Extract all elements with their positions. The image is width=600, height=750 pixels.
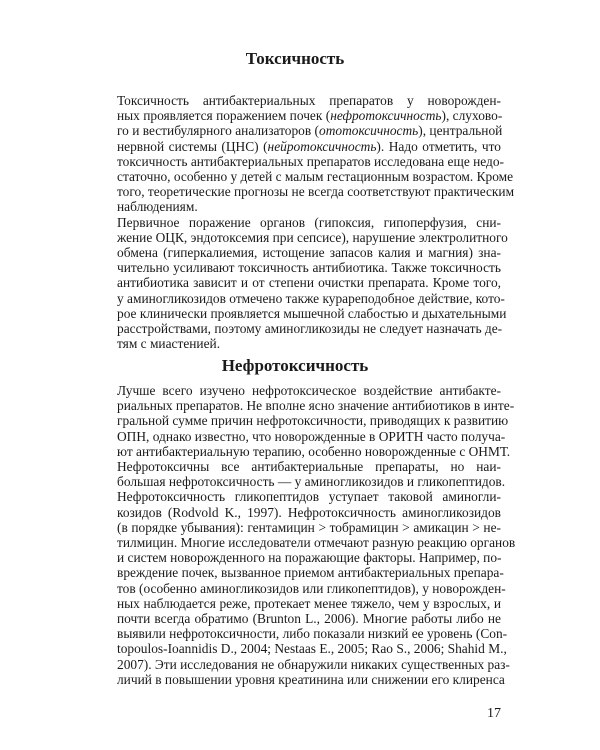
paragraph (89, 459, 506, 490)
text-line: (в порядке убывания): гентамицин > тобрамицин > амикацин > не- (117, 519, 501, 535)
text-line: чительно усиливают токсичность антибиотика. Также токсичность (117, 260, 501, 276)
text-line: ОПН, однако известно, что новорожденные в ОРИТН часто получа- (117, 428, 506, 444)
paragraph (89, 383, 515, 459)
text-line: вреждение почек, вызванное приемом антибактериальных препара- (117, 565, 504, 581)
page-number: 17 (487, 706, 501, 721)
text-line: тов (особенно аминогликозидов или гликопептидов), у новорожден- (117, 580, 506, 596)
text-line: и систем новорожденного на поражающие факторы. Например, по- (117, 550, 502, 566)
text-line: токсичность антибактериальных препаратов исследована еще недо- (117, 153, 505, 169)
text-line: нервной системы (ЦНС) (нейротоксичность). Надо отметить, что (117, 138, 501, 154)
text-line: ют антибактериальную терапию, особенно новорожденные с ОНМТ. (117, 443, 511, 459)
text-line: личий в повышении уровня креатинина или снижении его клиренса (117, 671, 505, 687)
section-body-nephrotoxicity (89, 383, 516, 687)
text-line: Токсичность антибактериальных препаратов у новорожден- (117, 93, 501, 108)
text-line: антибиотика зависит и от степени очистки препарата. Кроме того, (117, 275, 501, 291)
text-line: Нефротоксичны все антибактериальные препараты, но наи- (117, 459, 501, 475)
text-line: того, теоретические прогнозы не всегда соответствуют практическим (117, 184, 515, 200)
text-line: большая нефротоксичность — у аминогликозидов и гликопептидов. (117, 474, 506, 490)
text-line: статочно, особенно у детей с малым гестационным возрастом. Кроме (117, 169, 514, 185)
text-line: жение ОЦК, эндотоксемия при сепсисе), нарушение электролитного (117, 229, 508, 245)
text-line: ных наблюдается реже, протекает менее тяжело, чем у взрослых, и (117, 595, 501, 611)
section-body-toxicity (89, 93, 515, 352)
text-line: гральной сумме причин нефротоксичности, приводящих к развитию (117, 413, 509, 429)
text-line: козидов (Rodvold K., 1997). Нефротоксичность аминогликозидов (117, 504, 501, 520)
section-heading-nephrotoxicity: Нефротоксичность (221, 356, 369, 375)
text-line: тилмицин. Многие исследователи отмечают разную реакцию органов (117, 535, 516, 551)
text-line: го и вестибулярного анализаторов (ототоксичность), центральной (117, 123, 503, 139)
text-line: ных проявляется поражением почек (нефротоксичность), слухово- (117, 108, 503, 124)
paragraph (89, 489, 516, 687)
text-line: наблюдениям. (117, 199, 198, 215)
text-line: Нефротоксичность гликопептидов уступает таковой аминогли- (117, 489, 501, 505)
text-line: обмена (гиперкалиемия, истощение запасов калия и магния) зна- (117, 245, 501, 261)
text-line: риальных препаратов. Не вполне ясно значение антибиотиков в инте- (117, 398, 515, 414)
text-line: расстройствами, поэтому аминогликозиды не следует назначать де- (117, 321, 503, 337)
text-line: рое клинически проявляется мышечной слабостью и дыхательными (117, 305, 507, 321)
text-line: почти всегда обратимо (Brunton L., 2006). Многие работы либо не (117, 611, 501, 627)
paragraph (89, 93, 515, 215)
text-line: 2007). Эти исследования не обнаружили никаких существенных раз- (117, 656, 510, 672)
text-line: выявили нефротоксичности, либо показали низкий ее уровень (Con- (117, 626, 508, 642)
paragraph (89, 214, 508, 352)
text-line: topoulos-Ioannidis D., 2004; Nestaas E., 2005; Rao S., 2006; Shahid M., (117, 641, 507, 657)
text-line: Первичное поражение органов (гипоксия, гипоперфузия, сни- (117, 214, 501, 230)
text-line: Лучше всего изучено нефротоксическое воздействие антибакте- (117, 383, 501, 398)
text-line: у аминогликозидов отмечено также курареподобное действие, кото- (117, 290, 505, 306)
section-heading-toxicity: Токсичность (245, 49, 345, 68)
text-line: тям с миастенией. (117, 336, 221, 352)
